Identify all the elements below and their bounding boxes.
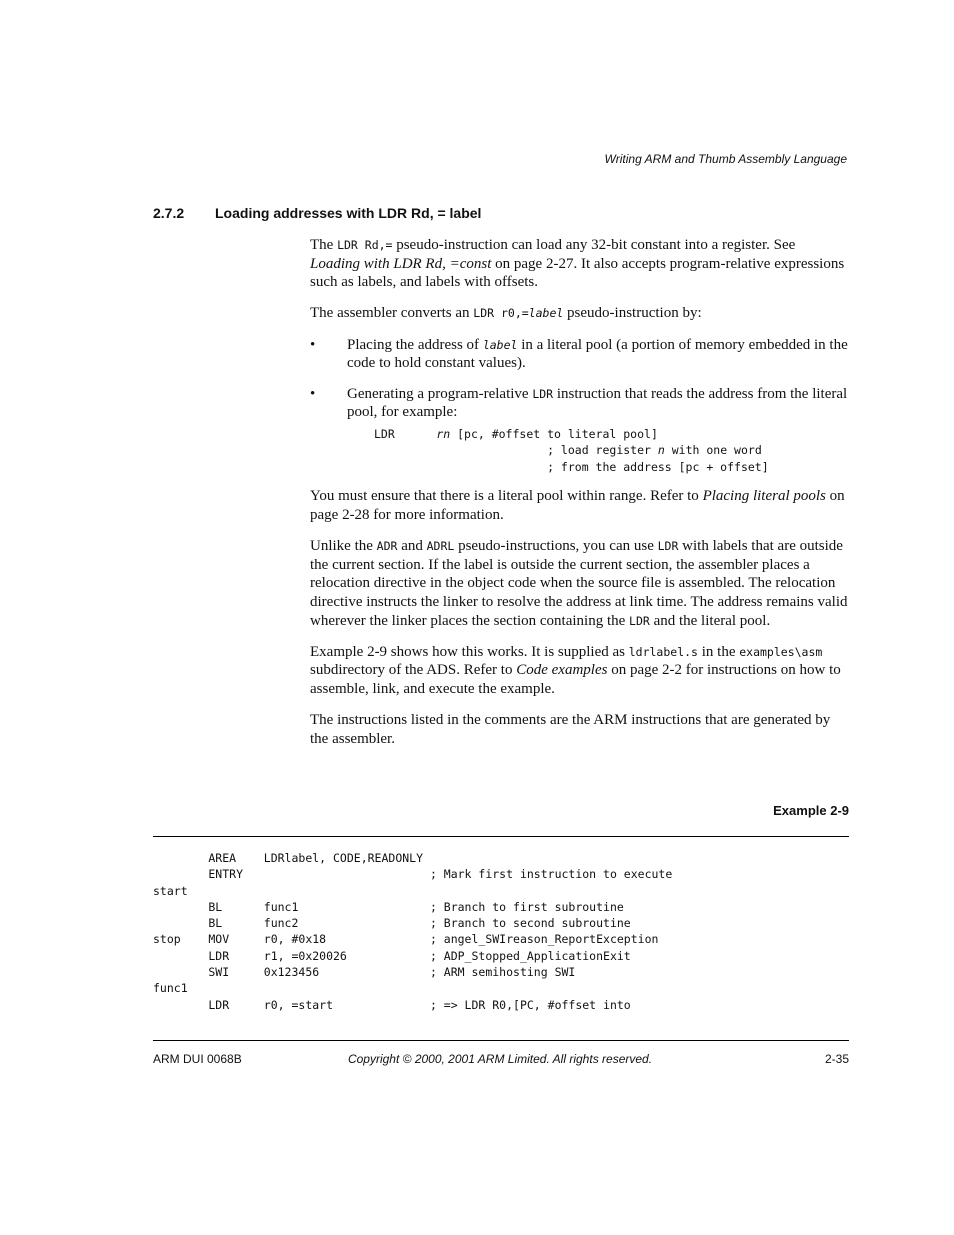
text-run: The assembler converts an (310, 305, 474, 322)
divider-top (153, 836, 849, 837)
code-snippet (374, 426, 848, 476)
section-number: 2.7.2 (153, 205, 185, 221)
code-run: with one word (664, 443, 762, 458)
inline-code: LDR (532, 386, 554, 401)
code-block (153, 850, 849, 1013)
inline-code: ADR (376, 539, 398, 554)
code-run: n (657, 443, 665, 458)
copyright-notice: Copyright © 2000, 2001 ARM Limited. All rights reserved. (347, 1052, 653, 1066)
inline-code: LDR Rd,= (337, 238, 393, 252)
code-line: AREA LDRlabel, CODE,READONLY (153, 851, 424, 865)
list-item (310, 336, 848, 373)
text-run: pseudo-instructions, you can use (454, 538, 658, 555)
text-run: pseudo-instruction can load any 32-bit constant into a register. See (392, 237, 796, 253)
divider-bottom (153, 1040, 849, 1041)
code-line: SWI 0x123456 ; ARM semihosting SWI (153, 965, 576, 980)
text-run: Example 2-9 shows how this works. It is supplied as (310, 643, 629, 660)
text-run: on page 2-28 for more information. (310, 488, 845, 524)
code-run: ; from the address [pc + offset] (374, 459, 769, 474)
inline-code-italic: label (528, 306, 564, 321)
text-run: The instructions listed in the comments are the ARM instructions that are generated by the assembler. (310, 712, 831, 747)
text-run: You must ensure that there is a literal pool within range. Refer to (310, 488, 703, 505)
running-header: Writing ARM and Thumb Assembly Language (604, 152, 847, 166)
cross-reference: Code examples (516, 662, 608, 679)
code-line: LDR r0, =start ; => LDR R0,[PC, #offset into (153, 997, 631, 1012)
paragraph-converts (310, 304, 848, 323)
inline-code-italic: label (482, 337, 518, 352)
inline-code: ldrlabel.s (628, 644, 698, 659)
text-run: and (397, 538, 427, 555)
inline-code: ADRL (426, 539, 455, 554)
text-run: and the literal pool. (649, 612, 771, 629)
paragraph-unlike (310, 537, 848, 630)
code-run: rn (436, 426, 451, 441)
code-line: BL func1 ; Branch to first subroutine (153, 899, 624, 914)
text-run: Generating a program-relative (347, 385, 533, 402)
page-number: 2-35 (824, 1052, 849, 1066)
code-line: start (153, 883, 188, 898)
list-item (310, 385, 848, 476)
cross-reference: Placing literal pools (702, 488, 826, 505)
paragraph-comments (310, 711, 848, 748)
bullet-dot: • (310, 336, 316, 353)
section-title: Loading addresses with LDR Rd, = label (215, 205, 482, 221)
text-run: in a literal pool (a portion of memory embedded in the code to hold constant values). (347, 336, 848, 372)
text-run: instruction that reads the address from the literal pool, for example: (347, 385, 848, 421)
code-line: BL func2 ; Branch to second subroutine (153, 916, 631, 931)
document-id: ARM DUI 0068B (153, 1052, 242, 1066)
code-line: ENTRY ; Mark first instruction to execute (153, 867, 673, 882)
code-run: ; load register (374, 443, 658, 458)
inline-code: LDR (629, 613, 650, 628)
text-run: The (310, 237, 338, 253)
paragraph-example-ref (310, 643, 848, 699)
code-run: [pc, #offset to literal pool] (450, 426, 658, 441)
code-line: stop MOV r0, #0x18 ; angel_SWIreason_ReportException (153, 932, 659, 947)
code-line: func1 (153, 981, 188, 996)
code-line: LDR r1, =0x20026 ; ADP_Stopped_ApplicationExit (153, 948, 631, 963)
text-run: in the (697, 643, 740, 660)
cross-reference: Loading with LDR Rd, =const (310, 255, 492, 272)
bullet-dot: • (310, 385, 316, 402)
paragraph-intro (310, 236, 848, 292)
text-run: subdirectory of the ADS. Refer to (310, 662, 517, 679)
inline-code: LDR r0,= (473, 306, 529, 321)
code-run: LDR (374, 426, 437, 441)
example-label: Example 2-9 (773, 803, 849, 818)
text-run: on page 2-2 for instructions on how to assemble, link, and execute the example. (310, 662, 841, 697)
text-run: pseudo-instruction by: (563, 305, 702, 322)
text-run: with labels that are outside the current section. If the label is outside the current section, the assembler places a relocation directive in the object code when the source file is assembled. The relocation directive instructs the linker to resolve the address at link time. The address remains valid wherever the linker places the section containing the (310, 538, 848, 629)
body-text (310, 236, 848, 761)
section-heading (153, 205, 853, 221)
inline-code: examples\asm (739, 644, 823, 659)
text-run: Placing the address of (347, 336, 483, 353)
text-run: on page 2-27. It also accepts program-relative expressions such as labels, and labels with offsets. (310, 255, 845, 291)
inline-code: LDR (657, 539, 679, 554)
paragraph-literal-pool (310, 487, 848, 524)
text-run: Unlike the (310, 538, 377, 555)
